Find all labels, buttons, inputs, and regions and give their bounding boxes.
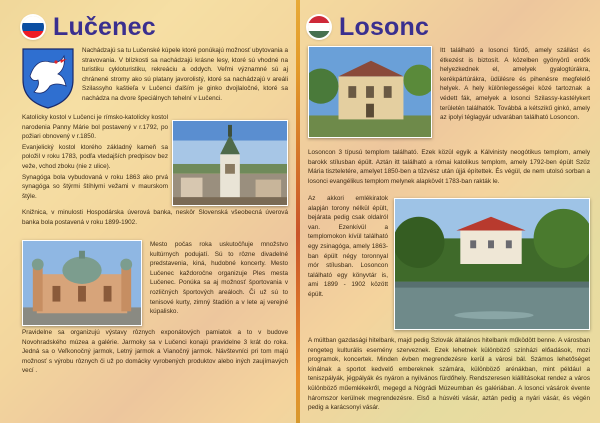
right-intro-text: Itt található a losonci fürdő, amely szállást és étkezést is biztosít. A közelben gyönyörű erdők helyezkednek el, amelyek gyalogtúrákra, kerékpártúrákra, üdülésre és pihenésre megfelelő helyek. A hely különlegességei közé tartoznak a védett fák, amelyek a losonci Szilassy-kastélykert területén találhatók. Továbbá a kétszikű ginkó, amely az ipolyi téglagyár udvarában található Losoncon. — [440, 47, 590, 122]
left-churches-text — [22, 113, 168, 202]
left-title: Lučenec — [53, 12, 156, 41]
left-intro-text: Nachádzajú sa tu Lučenské kúpele ktoré ponúkajú možnosť ubytovania a stravovania. V blízkosti sa nachádzajú krásne lesy, ktoré sú vhodné na turistiku cykloturistiku, rekreáciu a oddych. Veľmi významné sú aj chránené stromy ako sú platany javorolistý, ktoré sa nachádzajú v areáli Szilassyho kaštieľa v Lučenci ďalším je ginko dvojlaločné, ktoré sa nachádza na dvore špeciálnych tehelní v Lučenci. — [82, 47, 288, 102]
right-churches-text: Losoncon 3 típusú templom található. Ezek közül egyik a Kálvinisty neogótikus templom, amely barokk stílusban épült. Aztán itt található a római katolikus templom, amely 1792-ben épült Szűz Mária tiszteletére, amelyet 1850-ben a tűzvész után újjá építettek. És végül, de nem utolsó sorban a losonci evangélikus templom melynek alapkövét 1783-ban rakták le. — [308, 149, 590, 185]
left-library-text: Knižnica, v minulosti Hospodárska úverová banka, neskôr Slovenská všeobecná úverová banka bola postavená v roku 1899-1902. — [22, 209, 288, 226]
right-header — [308, 10, 429, 44]
lucenec-church-photo — [172, 120, 288, 206]
left-para-3: Synagóga bola vybudovaná v roku 1863 ako prvá synagóga so štýrmi štíhlymi vežami v maurskom štýle. — [22, 173, 168, 200]
losonc-castle-photo — [308, 46, 432, 138]
left-para-2: Evanjelický kostol ktorého základný kameň sa položil v roku 1783, podľa vtedajších predpisov bez veže, vchod zboku (nie z ulice). — [22, 143, 168, 170]
right-title: Losonc — [339, 12, 430, 41]
right-synagogue-text: Az akkori emlékiratok alapján torony nélkül épült, bejárata pedig csak oldalról van. Ezenkívül a templomokon kívül található egy zsinagóga, amely 1863-ban épült négy toronnyal mór stílusban. Losoncon található egy könyvtár is, ami 1899 - 1902 között épült. — [308, 195, 388, 298]
hungarian-flag-icon — [308, 16, 330, 38]
left-header — [22, 10, 156, 44]
left-events-text: Mesto počas roka uskutočňuje množstvo kultúrnych podujatí. Sú to rôzne divadelné predstavenia, kiná, hudobné koncerty. Mesto Lučenec každoročne organizuje Ples mesta Lučenec. Ponúka sa aj možnosť športovania v rozličných športových areáloch. Či už sú to tenisové kurty, zimný štadión a v lete aj verejné kúpalisko. — [150, 241, 288, 316]
right-bottom-text: A múltban gazdasági hitelbank, majd pedig Szlovák általános hitelbank működött benne. A városban rengeteg kulturális esemény szerveznek. Ezek lehetnek különböző színházi előadások, mozi programok, koncertek. Minden évben megrendezésre kerül a városi bál. Számos lehetőséget kínálnak a sportot kedvelő embereknek számára, különböző arénákban, mint például a teniszpályák, jégpályák és nyáron a nyilvános fürdőhely. Rendszeresen kiállításokat rendez a város különböző műemlékekről, megegd a Nógrádi Múzeumban és galériában. A losonci vásárok évente háromszor kerülnek megrendezésre. Első a húsvéti vásár, aztán pedig a nyári vásár, és végén pedig a karácsonyi vásár. — [308, 337, 590, 412]
lucenec-synagogue-photo — [22, 240, 142, 326]
left-bottom-text: Pravidelne sa organizujú výstavy rôznych exponátových pamiatok a to v budove Novohradského múzea a galérie. Jarmoky sa v Lučenci konajú pravidelne 3 krát do roka. Jedná sa o Veľkonočný jarmok, Letný jarmok a Vianočný jarmok. Návštevníci pri tom majú možnosť s výrobu rôznych či už po domácky vyrobených produktov alebo iných zaujímavých vecí . — [22, 329, 288, 375]
left-para-1: Katolícky kostol v Lučenci je rímsko-katolícky kostol narodenia Panny Márie bol postavený v r.1792, po požiari obnovený v r.1850. — [22, 114, 168, 141]
losonc-lake-photo — [394, 198, 590, 330]
lucenec-coat-of-arms-icon — [20, 46, 76, 110]
slovak-flag-icon — [22, 16, 44, 38]
